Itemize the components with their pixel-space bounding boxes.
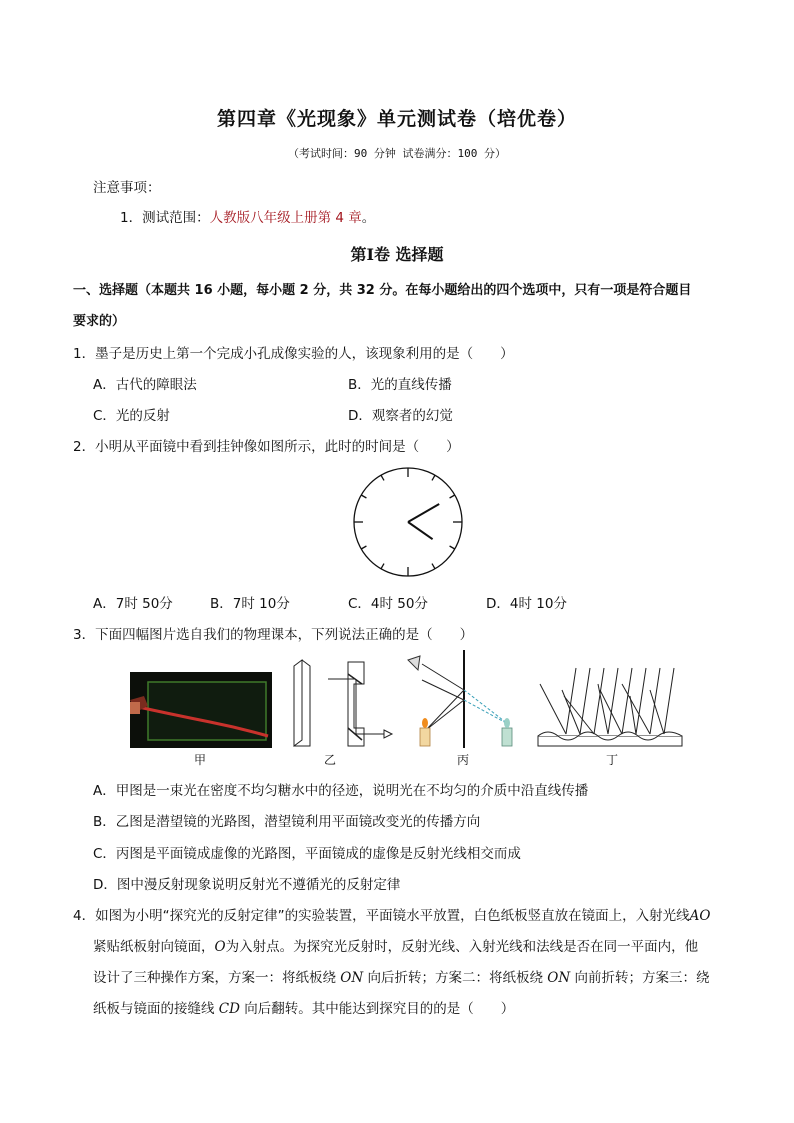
q4-l3-var-on-1: ON [340,970,364,986]
q4-l4-text-b: 向后翻转。其中能达到探究目的的是（ ） [239,1001,515,1017]
figure-label-jia: 甲 [193,753,206,767]
notes-item-1-suffix: 。 [361,210,376,226]
incident-ray [664,668,674,734]
part1-instructions-line2: 要求的） [73,314,126,329]
clock-tick [450,546,455,549]
question-4-line-3 [93,966,709,986]
q3-option-c: C．丙图是平面镜成虚像的光路图，平面镜成的虚像是反射光线相交而成 [93,846,521,862]
clock-tick [361,546,366,549]
reflected-ray [650,690,664,734]
notes-item-1 [120,206,375,226]
q4-l3-text-b: 向后折转；方案二：将纸板绕 [363,970,548,986]
q2-option-b: B．7时 10分 [210,596,290,612]
diffuse-reflection-rays [540,668,674,734]
q4-l2-text-b: 为入射点。为探究光反射时，反射光线、入射光线和法线是否在同一平面内，他 [225,939,699,955]
clock-minute-hand [408,522,433,539]
q4-l2-var-o: O [214,939,226,955]
q1-option-c: C．光的反射 [93,408,170,424]
figure-label-bing: 丙 [456,753,469,767]
q3-option-d: D．图中漫反射现象说明反射光不遵循光的反射定律 [93,877,401,893]
incident-ray [650,668,660,734]
figure-ding-diffuse-reflection [536,664,684,750]
q2-option-c: C．4时 50分 [348,596,428,612]
figure-label-yi: 乙 [323,753,336,767]
notes-item-1-prefix: 1．测试范围： [120,210,210,226]
question-4-line-2 [93,935,698,955]
clock-tick [361,495,366,498]
reflected-ray [630,696,636,734]
q3-option-a: A．甲图是一束光在密度不均匀糖水中的径迹，说明光在不均匀的介质中沿直线传播 [93,783,589,799]
mirror-clock-figure [350,464,466,580]
question-3-stem: 3．下面四幅图片选自我们的物理课本，下列说法正确的是（ ） [73,627,474,643]
q2-option-d: D．4时 10分 [486,596,567,612]
question-2-stem: 2．小明从平面镜中看到挂钟像如图所示，此时的时间是（ ） [73,439,460,455]
figure-label-ding: 丁 [605,753,618,767]
clock-tick [432,564,435,569]
incident-ray [580,668,590,734]
q4-l3-text-a: 设计了三种操作方案，方案一：将纸板绕 [93,970,341,986]
page-title: 第四章《光现象》单元测试卷（培优卷） [216,108,577,130]
q3-option-b: B．乙图是潜望镜的光路图，潜望镜利用平面镜改变光的传播方向 [93,814,481,830]
figure-jia-light-in-sugar-water [130,672,272,748]
q4-l1-text: 4．如图为小明“探究光的反射定律”的实验装置，平面镜水平放置，白色纸板竖直放在镜面上，入射光线 [73,908,690,924]
figure-bing-plane-mirror [404,650,524,750]
figure-yi-periscope [288,660,398,750]
clock-tick [450,495,455,498]
clock-tick [381,475,384,480]
question-4-line-4 [93,997,514,1017]
q4-l3-var-on-2: ON [547,970,571,986]
incident-ray [594,668,604,734]
q1-option-b: B．光的直线传播 [348,377,452,393]
question-4-line-1 [73,904,710,924]
q4-l3-text-c: 向前折转；方案三：绕 [570,970,710,986]
q2-option-a: A．7时 50分 [93,596,173,612]
reflected-ray [598,684,608,734]
exam-info: （考试时间：90 分钟 试卷满分：100 分） [288,147,506,160]
q4-l1-var-ao: AO [689,908,711,924]
section-title: 第Ⅰ卷 选择题 [350,245,444,264]
test-scope: 人教版八年级上册第 4 章 [209,210,362,226]
part1-instructions-line1: 一、选择题（本题共 16 小题，每小题 2 分，共 32 分。在每小题给出的四个选项中，只有一项是符合题目 [73,283,692,298]
q4-l2-text-a: 紧贴纸板射向镜面， [93,939,215,955]
q1-option-a: A．古代的障眼法 [93,377,197,393]
clock-tick [381,564,384,569]
question-1-stem: 1．墨子是历史上第一个完成小孔成像实验的人，该现象利用的是（ ） [73,346,514,362]
notes-heading: 注意事项： [93,180,161,196]
q4-l4-text-a: 纸板与镜面的接缝线 [93,1001,219,1017]
clock-tick [432,475,435,480]
clock-hour-hand [408,504,439,522]
q4-l4-var-cd: CD [218,1001,240,1017]
q1-option-d: D．观察者的幻觉 [348,408,453,424]
